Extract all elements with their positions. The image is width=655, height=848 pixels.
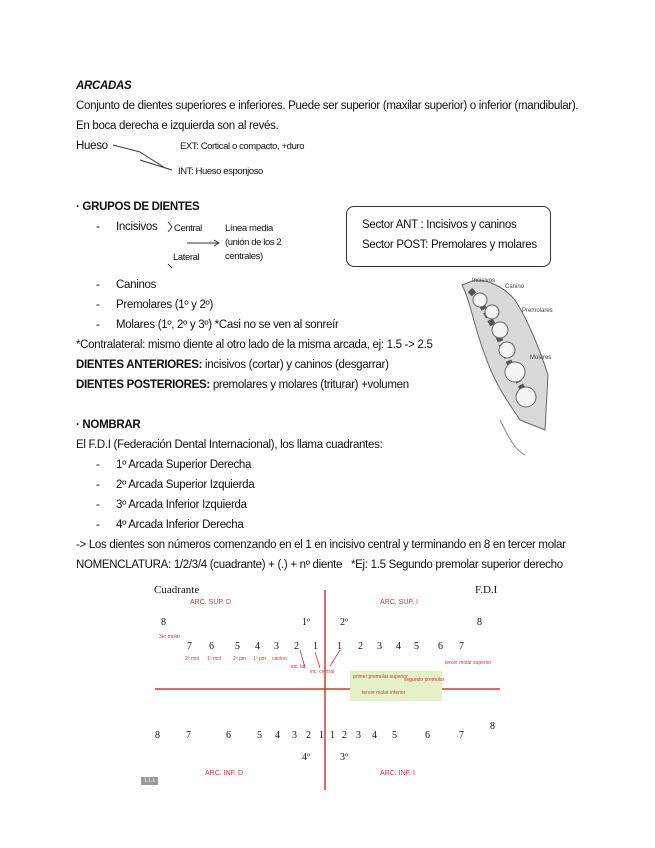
lower-left-tooth: 7 xyxy=(186,730,191,741)
anteriores-text: incisivos (cortar) y caninos (desgarrar) xyxy=(202,359,389,371)
red-note-upper: inc. central xyxy=(310,669,335,675)
bullet-dash: - xyxy=(96,499,100,511)
lower-right-tooth: 5 xyxy=(392,730,397,741)
lower-right-tooth: 7 xyxy=(459,730,464,741)
hueso-branch-line xyxy=(113,145,172,170)
upper-right-tooth: 6 xyxy=(438,641,443,652)
nomenclatura-ejemplo: *Ej: 1.5 Segundo premolar superior derecho xyxy=(351,559,563,571)
red-note-upper: inc. lat xyxy=(291,664,306,670)
fdi-line: El F.D.I (Federación Dental Internacional), los llama cuadrantes: xyxy=(76,439,383,451)
upper-left-tooth: 4 xyxy=(255,641,260,652)
red-annotation-lines xyxy=(300,650,340,668)
incisivos-brace xyxy=(168,222,172,232)
lower-right-tooth: 6 xyxy=(425,730,430,741)
hueso-label: Hueso xyxy=(76,140,108,152)
upper-right-tooth: 1 xyxy=(337,641,342,652)
linea-media-2: (unión de los 2 xyxy=(225,237,282,248)
posteriores-label: DIENTES POSTERIORES: xyxy=(76,379,210,391)
section-title-grupos: · GRUPOS DE DIENTES xyxy=(76,201,200,213)
section-title-nombrar: · NOMBRAR xyxy=(76,419,141,431)
lower-left-tooth: 4 xyxy=(275,730,280,741)
tooth-molar-2 xyxy=(516,387,536,407)
jaw-label-premolares: Premolares xyxy=(522,308,553,314)
diagram-eight-lower-right: 8 xyxy=(490,721,495,732)
upper-right-tooth: 2 xyxy=(358,641,363,652)
jaw-label-incisivos: Incisivos xyxy=(472,278,496,284)
posteriores-text: premolares y molares (triturar) +volumen xyxy=(209,379,409,391)
jaw-label-canino: Canino xyxy=(505,284,525,290)
green-note: tercer molar inferior xyxy=(362,690,406,696)
diagram-fdi-label: F.D.I xyxy=(475,584,498,596)
diagram-eight-lower-left: 8 xyxy=(155,730,160,741)
linea-media-1: Línea media xyxy=(225,223,273,234)
bullet-dash: - xyxy=(96,519,100,531)
upper-left-tooth: 6 xyxy=(209,641,214,652)
jaw-illustration xyxy=(462,280,548,455)
bullet-dash: - xyxy=(96,479,100,491)
green-note: segundo premolar xyxy=(404,677,445,683)
red-note-upper: 2º mol xyxy=(185,656,200,662)
tooth-premolar-1 xyxy=(492,322,508,338)
anteriores-label: DIENTES ANTERIORES: xyxy=(76,359,203,371)
bullet-dash: - xyxy=(96,221,100,233)
lower-left-tooth: 5 xyxy=(257,730,262,741)
incisivos-label: Incisivos xyxy=(116,221,158,233)
diagram-cuadrante-label: Cuadrante xyxy=(154,584,200,596)
sector-ant: Sector ANT : Incisivos y caninos xyxy=(362,219,517,231)
upper-left-tooth: 5 xyxy=(235,641,240,652)
bullet-dash: - xyxy=(96,299,100,311)
bullet-dash: - xyxy=(96,319,100,331)
section-title-arcadas: ARCADAS xyxy=(76,80,132,92)
jaw-label-molares: Molares xyxy=(530,355,552,361)
diagram-eight-upper-right: 8 xyxy=(477,617,482,628)
upper-left-tooth: 1 xyxy=(313,641,318,652)
diagram-q4: 4º xyxy=(302,752,311,763)
tooth-canine xyxy=(485,305,499,319)
diagram-arc-inf-izq: ARC. INF. I xyxy=(380,770,416,777)
lateral-tick xyxy=(168,264,172,268)
lower-right-tooth: 1 xyxy=(330,730,335,741)
bullet-dash: - xyxy=(96,279,100,291)
sector-post: Sector POST: Premolares y molares xyxy=(362,239,537,251)
upper-right-tooth: 4 xyxy=(396,641,401,652)
lower-right-tooth: 3 xyxy=(356,730,361,741)
lower-left-tooth: 3 xyxy=(292,730,297,741)
red-right-note: tercer molar superior xyxy=(445,660,492,666)
diagram-arc-sup-der: ARC. SUP. D xyxy=(190,599,232,606)
diagram-arc-sup-izq: ARC. SUP. I xyxy=(380,599,418,606)
tooth-premolar-2 xyxy=(499,342,515,358)
contralateral-note: *Contralateral: mismo diente al otro lado de la misma arcada, ej: 1.5 -> 2.5 xyxy=(76,339,433,351)
linea-media-3: centrales) xyxy=(225,251,263,262)
quadrant-4: 4º Arcada Inferior Derecha xyxy=(116,519,244,531)
diagram-q2: 2º xyxy=(340,617,349,628)
red-note-upper: 1º pm xyxy=(253,656,266,662)
lower-right-tooth: 2 xyxy=(342,730,347,741)
hueso-int: INT: Hueso esponjoso xyxy=(178,166,263,177)
arcadas-note: En boca derecha e izquierda son al revés. xyxy=(76,120,279,132)
molares-item: Molares (1º, 2º y 3º) *Casi no se ven al sonreír xyxy=(116,319,339,331)
lower-left-tooth: 6 xyxy=(226,730,231,741)
red-note-upper: 3er molar xyxy=(159,634,181,640)
upper-right-tooth: 5 xyxy=(414,641,419,652)
diagram-q3: 3º xyxy=(340,752,349,763)
lower-right-tooth: 4 xyxy=(372,730,377,741)
red-note-upper: canino xyxy=(272,656,287,662)
diagram-q1: 1º xyxy=(302,617,311,628)
red-note-upper: 1º mol xyxy=(207,656,222,662)
red-note-upper: 2º pm xyxy=(233,656,246,662)
upper-right-tooth: 7 xyxy=(459,641,464,652)
upper-left-tooth: 7 xyxy=(187,641,192,652)
quadrant-2: 2º Arcada Superior Izquierda xyxy=(116,479,255,491)
jaw-edge xyxy=(500,420,525,455)
arcadas-description: Conjunto de dientes superiores e inferiores. Puede ser superior (maxilar superior) o inferior (mandibular). xyxy=(76,100,579,112)
bullet-dash: - xyxy=(96,459,100,471)
hueso-ext: EXT: Cortical o compacto, +duro xyxy=(180,141,305,152)
lower-left-tooth: 2 xyxy=(306,730,311,741)
green-note: primer premolar superior xyxy=(353,674,408,680)
incisivos-lateral: Lateral xyxy=(173,252,200,263)
corner-badge: 1.1.1 xyxy=(141,777,158,785)
upper-left-tooth: 2 xyxy=(294,641,299,652)
upper-right-tooth: 3 xyxy=(377,641,382,652)
quadrant-3: 3º Arcada Inferior Izquierda xyxy=(116,499,247,511)
tooth-molar-1 xyxy=(505,362,525,382)
nomenclatura: NOMENCLATURA: 1/2/3/4 (cuadrante) + (.) + nº diente xyxy=(76,559,343,571)
diagram-eight-upper-left: 8 xyxy=(161,617,166,628)
premolares-item: Premolares (1º y 2º) xyxy=(116,299,213,311)
lower-left-tooth: 1 xyxy=(319,730,324,741)
upper-left-tooth: 3 xyxy=(274,641,279,652)
diagram-arc-inf-der: ARC. INF. D xyxy=(205,770,244,777)
tooth-incisor xyxy=(473,293,487,307)
quadrant-1: 1º Arcada Superior Derecha xyxy=(116,459,252,471)
dientes-numeros: -> Los dientes son números comenzando en el 1 en incisivo central y terminando en 8 en tercer molar xyxy=(76,539,566,551)
incisivos-central: Central xyxy=(174,223,202,234)
caninos-item: Caninos xyxy=(116,279,157,291)
